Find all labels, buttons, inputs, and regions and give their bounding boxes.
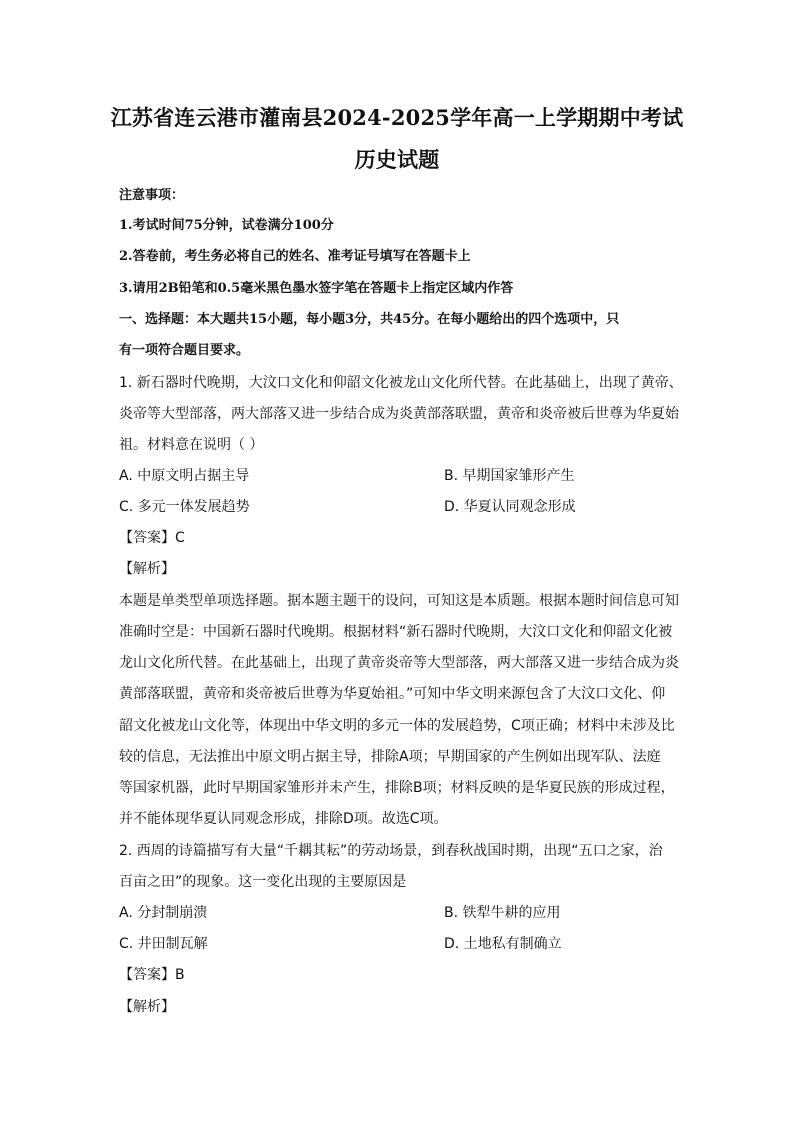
notes-item: 3.请用2B铅笔和0.5毫米黑色墨水签字笔在答题卡上指定区域内作答 (119, 281, 514, 296)
analysis-text: 韶文化被龙山文化等，体现出中华文明的多元一体的发展趋势，C项正确；材料中未涉及比 (119, 718, 675, 734)
question-stem: 1. 新石器时代晚期，大汶口文化和仰韶文化被龙山文化所代替。在此基础上，出现了黄帝、 (119, 375, 683, 391)
analysis-text: 准确时空是：中国新石器时代晚期。根据材料“新石器时代晚期，大汶口文化和仰韶文化被 (119, 624, 673, 640)
question-stem: 炎帝等大型部落，两大部落又进一步结合成为炎黄部落联盟，黄帝和炎帝被后世尊为华夏始 (119, 406, 679, 422)
option-c: C. 井田制瓦解 (119, 936, 208, 952)
section-heading: 有一项符合题目要求。 (119, 343, 250, 358)
analysis-text: 等国家机器，此时早期国家雏形并未产生，排除B项；材料反映的是华夏民族的形成过程， (119, 780, 675, 796)
question-stem: 2. 西周的诗篇描写有大量“千耦其耘”的劳动场景，到春秋战国时期，出现“五口之家，治 (119, 843, 663, 859)
analysis-text: 并不能体现华夏认同观念形成，排除D项。故选C项。 (119, 811, 448, 827)
option-d: D. 华夏认同观念形成 (444, 499, 576, 515)
option-d: D. 土地私有制确立 (444, 936, 562, 952)
analysis-label: 【解析】 (119, 561, 175, 577)
notes-item: 2.答卷前，考生务必将自己的姓名、准考证号填写在答题卡上 (119, 249, 471, 264)
answer-label: 【答案】B (119, 967, 185, 983)
page-subtitle: 历史试题 (354, 147, 440, 172)
answer-label: 【答案】C (119, 530, 185, 546)
option-a: A. 中原文明占据主导 (119, 468, 250, 484)
analysis-text: 黄部落联盟，黄帝和炎帝被后世尊为华夏始祖。”可知中华文明来源包含了大汶口文化、仰 (119, 686, 666, 702)
notes-item: 1.考试时间75分钟，试卷满分100分 (119, 218, 334, 233)
option-b: B. 铁犁牛耕的应用 (444, 905, 561, 921)
analysis-label: 【解析】 (119, 999, 175, 1015)
notes-heading: 注意事项： (119, 188, 185, 203)
analysis-text: 龙山文化所代替。在此基础上，出现了黄帝炎帝等大型部落，两大部落又进一步结合成为炎 (119, 655, 679, 671)
option-b: B. 早期国家雏形产生 (444, 468, 575, 484)
option-c: C. 多元一体发展趋势 (119, 499, 250, 515)
question-stem: 祖。材料意在说明（ ） (119, 437, 264, 453)
page-title: 江苏省连云港市灌南县2024-2025学年高一上学期期中考试 (110, 105, 684, 130)
analysis-text: 较的信息，无法推出中原文明占据主导，排除A项；早期国家的产生例如出现军队、法庭 (119, 749, 661, 765)
option-a: A. 分封制崩溃 (119, 905, 208, 921)
question-stem: 百亩之田”的现象。这一变化出现的主要原因是 (119, 874, 407, 890)
section-heading: 一、选择题：本大题共15小题，每小题3分，共45分。在每小题给出的四个选项中，只 (119, 312, 620, 327)
analysis-text: 本题是单类型单项选择题。据本题主题干的设问，可知这是本质题。根据本题时间信息可知 (119, 593, 679, 609)
